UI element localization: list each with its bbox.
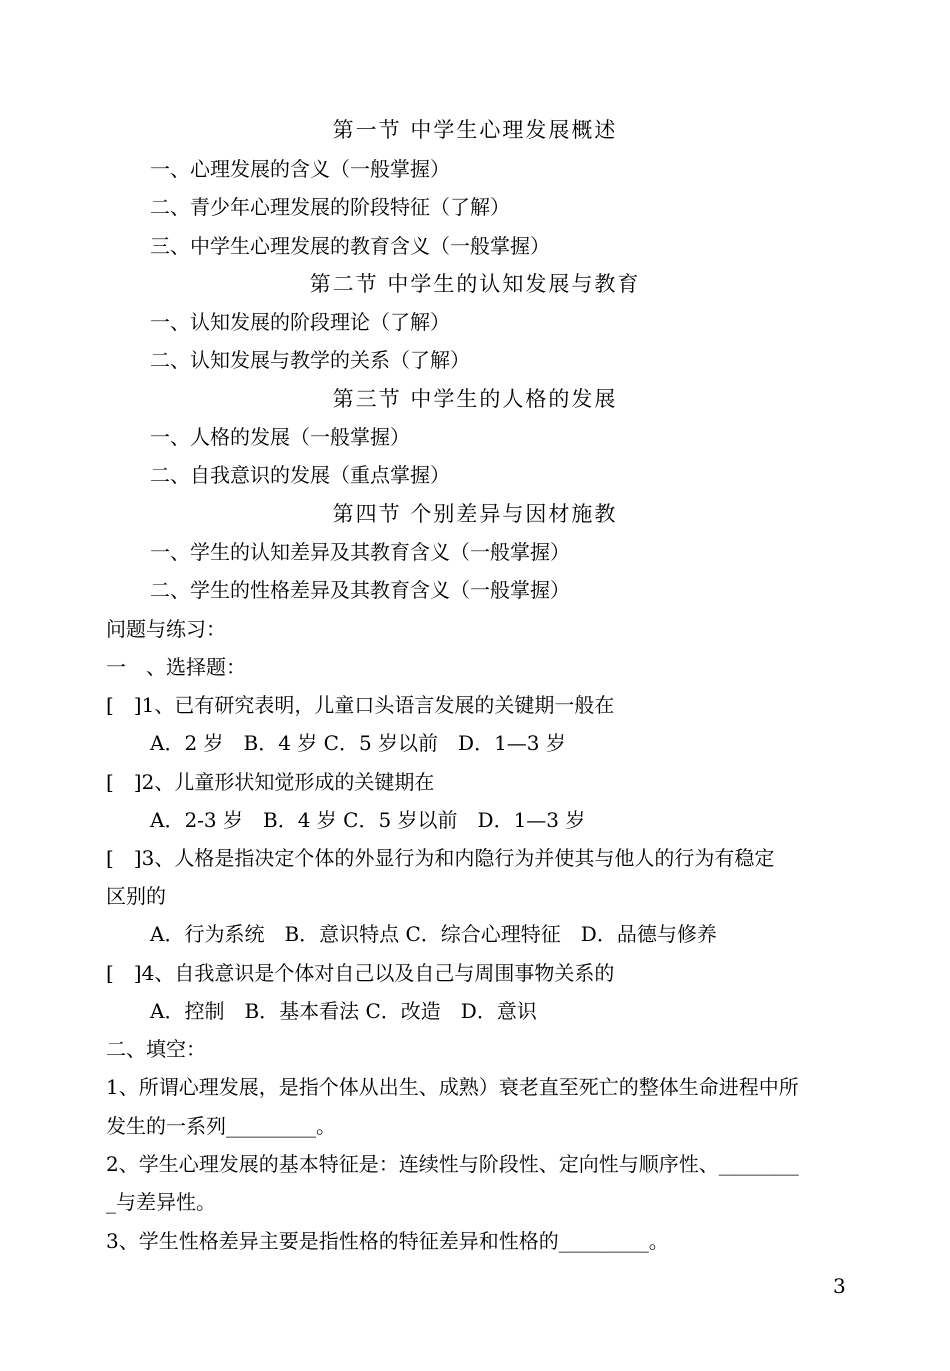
question-stem: [ ]1、已有研究表明，儿童口头语言发展的关键期一般在 (106, 693, 615, 717)
question-options: A．行为系统 B．意识特点 C．综合心理特征 D．品德与修养 (150, 922, 717, 946)
fill-heading: 二、填空： (106, 1037, 206, 1061)
outline-item: 一、人格的发展（一般掌握） (150, 425, 410, 449)
outline-item: 三、中学生心理发展的教育含义（一般掌握） (150, 234, 550, 258)
outline-item: 二、自我意识的发展（重点掌握） (150, 463, 450, 487)
exercises-heading: 问题与练习： (106, 617, 226, 641)
section-title: 第三节 中学生的人格的发展 (332, 387, 618, 411)
outline-item: 一、认知发展的阶段理论（了解） (150, 310, 450, 334)
page-number: 3 (833, 1274, 846, 1298)
outline-item: 二、青少年心理发展的阶段特征（了解） (150, 195, 510, 219)
question-stem-continued: 区别的 (106, 884, 166, 908)
outline-item: 二、学生的性格差异及其教育含义（一般掌握） (150, 578, 570, 602)
fill-item-continued: _与差异性。 (106, 1190, 216, 1214)
choice-heading: 一 、选择题： (106, 655, 246, 679)
section-title: 第四节 个别差异与因材施教 (332, 502, 618, 526)
section-title: 第二节 中学生的认知发展与教育 (309, 272, 641, 296)
section-title: 第一节 中学生心理发展概述 (332, 118, 618, 142)
fill-item: 1、所谓心理发展，是指个体从出生、成熟）衰老直至死亡的整体生命进程中所 (106, 1075, 799, 1099)
question-stem: [ ]4、自我意识是个体对自己以及自己与周围事物关系的 (106, 961, 615, 985)
question-options: A．2 岁 B．4 岁 C．5 岁以前 D．1—3 岁 (150, 731, 566, 755)
fill-item-continued: 发生的一系列_________。 (106, 1114, 336, 1138)
question-stem: [ ]2、儿童形状知觉形成的关键期在 (106, 770, 435, 794)
outline-item: 一、心理发展的含义（一般掌握） (150, 157, 450, 181)
fill-item: 2、学生心理发展的基本特征是：连续性与阶段性、定向性与顺序性、________ (106, 1152, 799, 1176)
question-options: A．2-3 岁 B．4 岁 C．5 岁以前 D．1—3 岁 (150, 808, 586, 832)
outline-item: 一、学生的认知差异及其教育含义（一般掌握） (150, 540, 570, 564)
outline-item: 二、认知发展与教学的关系（了解） (150, 348, 470, 372)
fill-item: 3、学生性格差异主要是指性格的特征差异和性格的_________。 (106, 1229, 669, 1253)
question-stem: [ ]3、人格是指决定个体的外显行为和内隐行为并使其与他人的行为有稳定 (106, 846, 775, 870)
question-options: A．控制 B．基本看法 C．改造 D．意识 (150, 999, 537, 1023)
